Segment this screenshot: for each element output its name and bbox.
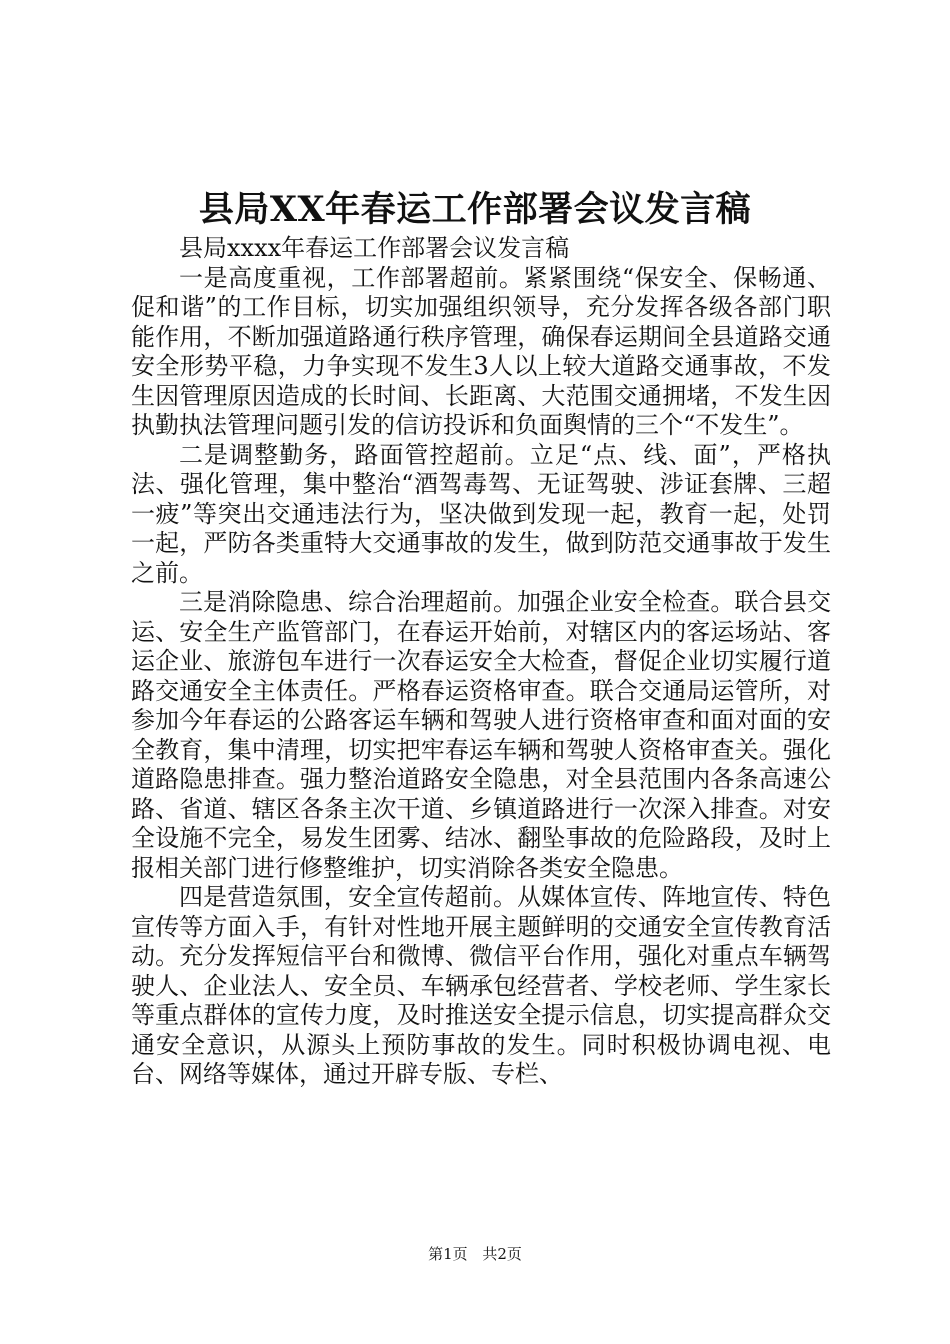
body-paragraph: 四是营造氛围，安全宣传超前。从媒体宣传、阵地宣传、特色宣传等方面入手，有针对性地开展主题鲜明的交通安全宣传教育活动。充分发挥短信平台和微博、微信平台作用，强化对重点车辆驾驶人、企业法人、安全员、车辆承包经营者、学校老师、学生家长等重点群体的宣传力度，及时推送安全提示信息，切实提高群众交通安全意识，从源头上预防事故的发生。同时积极协调电视、电台、网络等媒体，通过开辟专版、专栏、 xyxy=(131,883,831,1088)
document-title: 县局XX年春运工作部署会议发言稿 xyxy=(198,189,752,230)
page-number: 第1页 xyxy=(428,1245,468,1263)
body-paragraph: 县局xxxx年春运工作部署会议发言稿 xyxy=(179,234,570,262)
page-total: 共2页 xyxy=(482,1245,522,1263)
body-paragraph: 三是消除隐患、综合治理超前。加强企业安全检查。联合县交运、安全生产监管部门，在春运开始前，对辖区内的客运场站、客运企业、旅游包车进行一次春运安全大检查，督促企业切实履行道路交通安全主体责任。严格春运资格审查。联合交通局运管所，对参加今年春运的公路客运车辆和驾驶人进行资格审查和面对面的安全教育，集中清理，切实把牢春运车辆和驾驶人资格审查关。强化道路隐患排查。强力整治道路安全隐患，对全县范围内各条高速公路、省道、辖区各条主次干道、乡镇道路进行一次深入排查。对安全设施不完全，易发生团雾、结冰、翻坠事故的危险路段，及时上报相关部门进行修整维护，切实消除各类安全隐患。 xyxy=(131,588,831,882)
document-body xyxy=(131,234,831,1090)
body-paragraph: 二是调整勤务，路面管控超前。立足“点、线、面”，严格执法、强化管理，集中整治“酒驾毒驾、无证驾驶、涉证套牌、三超一疲”等突出交通违法行为，坚决做到发现一起，教育一起，处罚一起，严防各类重特大交通事故的发生，做到防范交通事故于发生之前。 xyxy=(131,440,831,587)
body-paragraph: 一是高度重视，工作部署超前。紧紧围绕“保安全、保畅通、促和谐”的工作目标，切实加强组织领导，充分发挥各级各部门职能作用，不断加强道路通行秩序管理，确保春运期间全县道路交通安全形势平稳，力争实现不发生3人以上较大道路交通事故，不发生因管理原因造成的长时间、长距离、大范围交通拥堵，不发生因执勤执法管理问题引发的信访投诉和负面舆情的三个“不发生”。 xyxy=(131,263,831,439)
page-footer xyxy=(0,1243,950,1265)
